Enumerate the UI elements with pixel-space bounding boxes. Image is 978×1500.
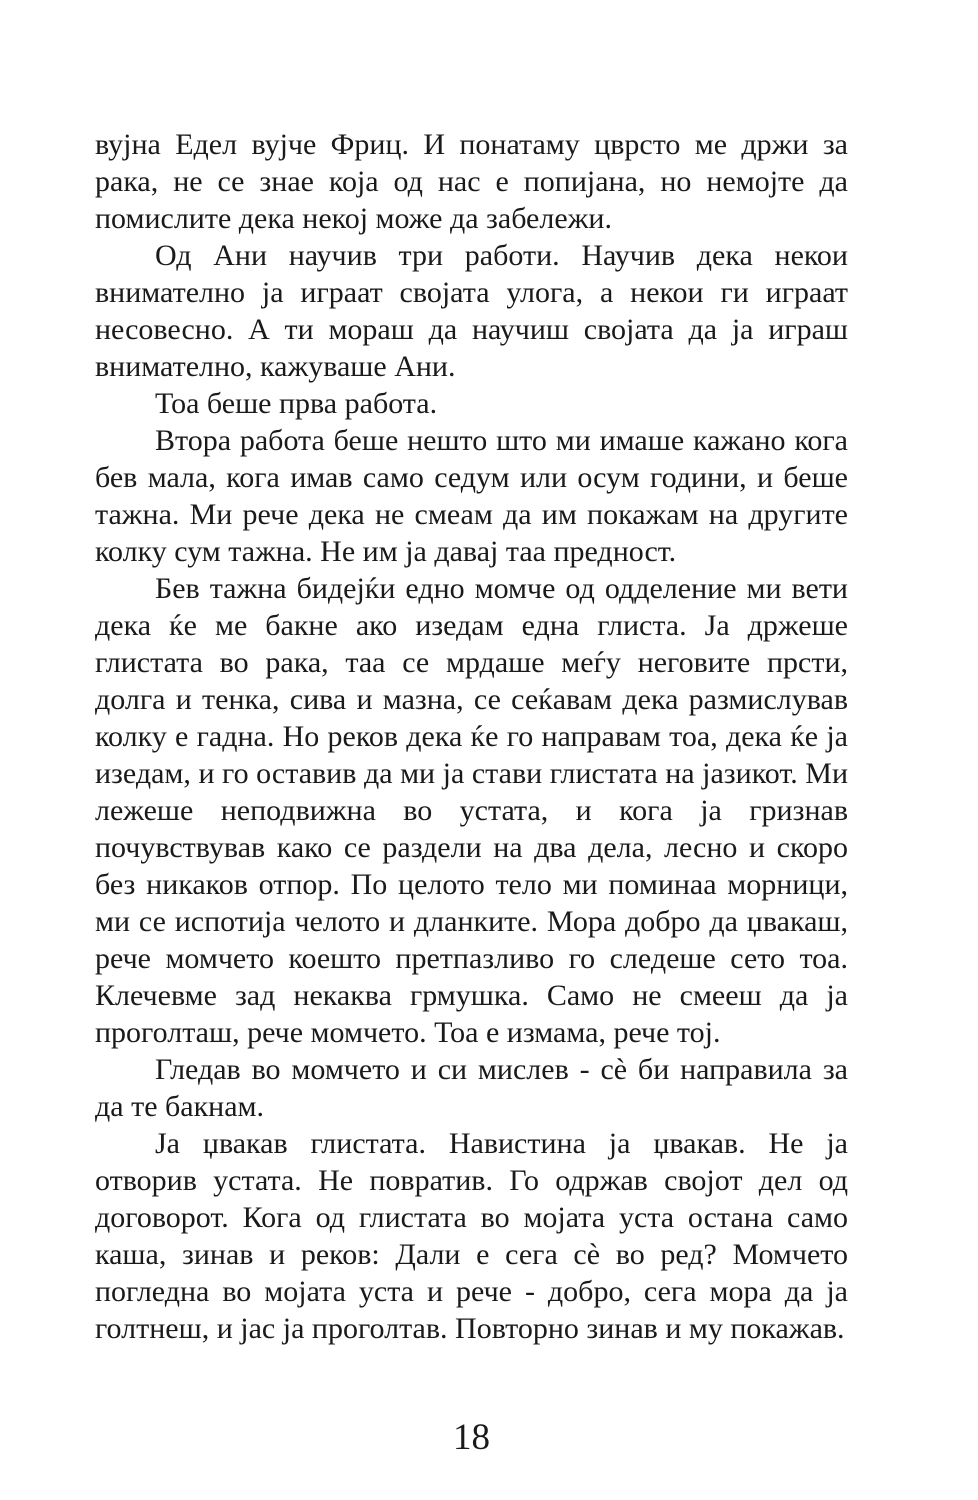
- paragraph-5: Бев тажна бидејќи едно момче од одделение ми вети дека ќе ме бакне ако изедам една глиста. Ја држеше глистата во рака, таа се мрдаше меѓу неговите прсти, долга и тенка, сива и мазна, се сеќавам дека размислував колку е гадна. Но реков дека ќе го направам тоа, дека ќе ја изедам, и го оставив да ми ја стави глистата на јазикот. Ми лежеше неподвижна во устата, и кога ја гризнав почувствував како се раздели на два дела, лесно и скоро без никаков отпор. По целото тело ми поминаа морници, ми се испотија челото и дланките. Мора добро да џвакаш, рече момчето коешто претпазливо го следеше сето тоа. Клечевме зад некаква грмушка. Само не смееш да ја проголташ, рече момчето. Тоа е измама, рече тој.: [95, 572, 848, 1049]
- paragraph-4: Втора работа беше нешто што ми имаше кажано кога бев мала, кога имав само седум или осум години, и беше тажна. Ми рече дека не смеам да им покажам на другите колку сум тажна. Не им ја давај таа предност.: [95, 424, 848, 568]
- paragraph-2: Од Ани научив три работи. Научив дека некои внимателно ја играат својата улога, а некои ги играат несовесно. А ти мораш да научиш својата да ја играш внимателно, кажуваше Ани.: [95, 239, 848, 383]
- paragraph-6: Гледав во момчето и си мислев - сѐ би направила за да те бакнам.: [95, 1053, 848, 1123]
- paragraph-3: Тоа беше прва работа.: [155, 387, 438, 420]
- paragraph-continuation: вујна Едел вујче Фриц. И понатаму цврсто ме држи за рака, не се знае која од нас е попијана, но немојте да помислите дека некој може да забележи.: [95, 128, 848, 235]
- page-number: 18: [453, 1417, 490, 1458]
- page-text: [95, 126, 848, 1347]
- paragraph-7: Ја џвакав глистата. Навистина ја џвакав. Не ја отворив устата. Не повратив. Го одржав својот дел од договорот. Кога од глистата во мојата уста остана само каша, зинав и реков: Дали е сега сѐ во ред? Момчето погледна во мојата уста и рече - добро, сега мора да ја голтнеш, и јас ја проголтав. Повторно зинав и му покажав.: [95, 1127, 848, 1345]
